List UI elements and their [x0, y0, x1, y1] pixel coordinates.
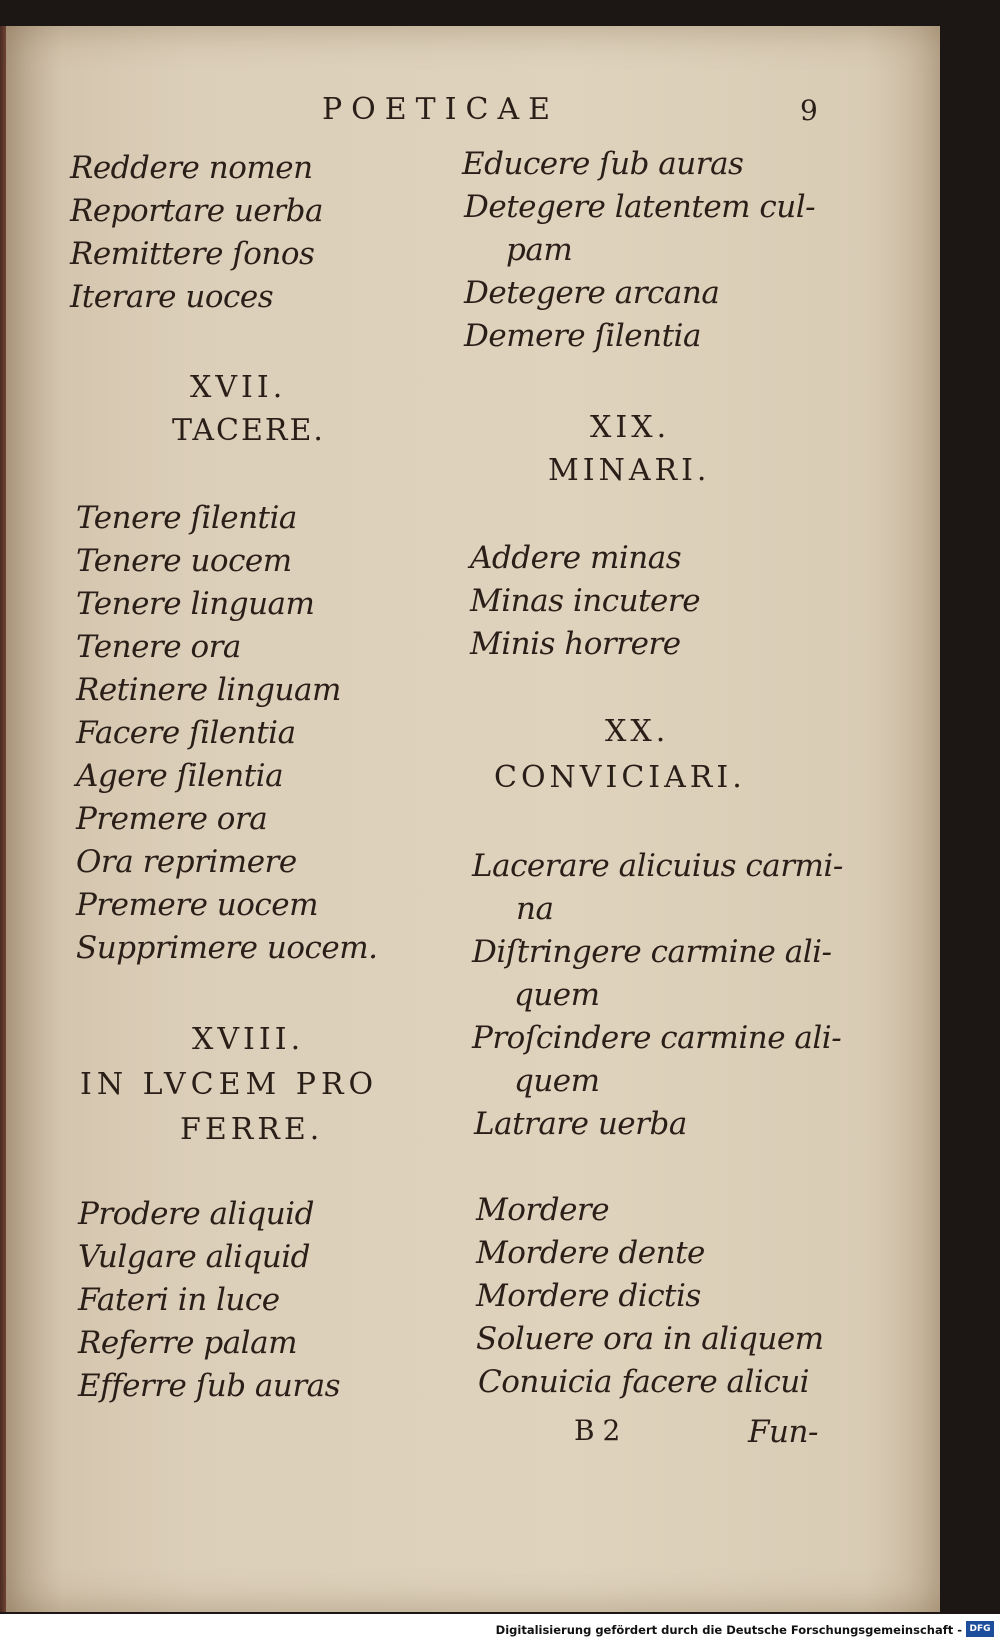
right-bottom-line-3: Mordere dictis	[476, 1278, 701, 1314]
section-20-title: CONVICIARI.	[494, 760, 746, 795]
left-s17-line-10: Premere uocem	[76, 887, 319, 923]
right-s19-line-2: Minas incutere	[470, 583, 701, 619]
right-s19-line-3: Minis horrere	[470, 626, 681, 662]
right-bottom-line-2: Mordere dente	[476, 1235, 705, 1271]
right-line-4: Detegere arcana	[464, 275, 720, 311]
left-s18-line-5: Efferre ſub auras	[78, 1368, 341, 1404]
right-line-2: Detegere latentem cul-	[464, 189, 816, 225]
signature-mark: B 2	[574, 1414, 620, 1447]
right-bottom-line-1: Mordere	[476, 1192, 610, 1228]
left-s17-line-3: Tenere linguam	[76, 586, 315, 622]
dfg-logo: DFG	[966, 1621, 994, 1637]
left-s17-line-2: Tenere uocem	[76, 543, 292, 579]
left-s17-line-1: Tenere ſilentia	[76, 500, 297, 536]
page-number: 9	[800, 94, 818, 127]
left-s18-line-3: Fateri in luce	[78, 1282, 280, 1318]
left-s17-line-4: Tenere ora	[76, 629, 241, 665]
left-s18-line-2: Vulgare aliquid	[78, 1239, 311, 1275]
right-s20-line-5: Proſcindere carmine ali-	[472, 1020, 842, 1056]
right-line-1: Educere ſub auras	[462, 146, 744, 182]
section-18-number: XVIII.	[192, 1022, 305, 1057]
section-18-title-line-1: IN LVCEM PRO	[80, 1067, 379, 1102]
left-s17-line-6: Facere ſilentia	[76, 715, 296, 751]
left-line-3: Remittere ſonos	[70, 236, 315, 272]
left-s17-line-5: Retinere linguam	[76, 672, 341, 708]
right-line-3: pam	[506, 232, 573, 268]
section-19-number: XIX.	[590, 410, 671, 445]
left-line-1: Reddere nomen	[70, 150, 313, 186]
right-bottom-line-4: Soluere ora in aliquem	[476, 1321, 824, 1357]
section-17-number: XVII.	[190, 370, 287, 405]
left-s17-line-7: Agere ſilentia	[76, 758, 284, 794]
right-s20-line-1: Lacerare alicuius carmi-	[472, 848, 843, 884]
left-line-4: Iterare uoces	[70, 279, 274, 315]
right-s20-line-3: Diſtringere carmine ali-	[472, 934, 832, 970]
section-20-number: XX.	[605, 714, 670, 749]
left-s18-line-1: Prodere aliquid	[78, 1196, 314, 1232]
section-17-title: TACERE.	[172, 413, 325, 448]
left-line-2: Reportare uerba	[70, 193, 323, 229]
digitization-credit-bar	[0, 1614, 1000, 1646]
right-s19-line-1: Addere minas	[470, 540, 682, 576]
right-s20-line-7: Latrare uerba	[474, 1106, 687, 1142]
section-18-title-line-2: FERRE.	[180, 1112, 324, 1147]
catchword: Fun-	[748, 1414, 818, 1450]
right-line-5: Demere ſilentia	[464, 318, 701, 354]
credit-text: Digitalisierung gefördert durch die Deutsche Forschungsgemeinschaft -	[495, 1623, 962, 1637]
right-s20-line-4: quem	[514, 977, 600, 1013]
right-bottom-line-5: Conuicia facere alicui	[478, 1364, 810, 1400]
running-title: POETICAE	[322, 92, 560, 127]
left-s17-line-11: Supprimere uocem.	[76, 930, 378, 966]
section-19-title: MINARI.	[548, 453, 711, 488]
right-s20-line-6: quem	[514, 1063, 600, 1099]
left-s18-line-4: Referre palam	[78, 1325, 297, 1361]
left-s17-line-8: Premere ora	[76, 801, 268, 837]
right-s20-line-2: na	[516, 891, 554, 927]
left-s17-line-9: Ora reprimere	[76, 844, 297, 880]
